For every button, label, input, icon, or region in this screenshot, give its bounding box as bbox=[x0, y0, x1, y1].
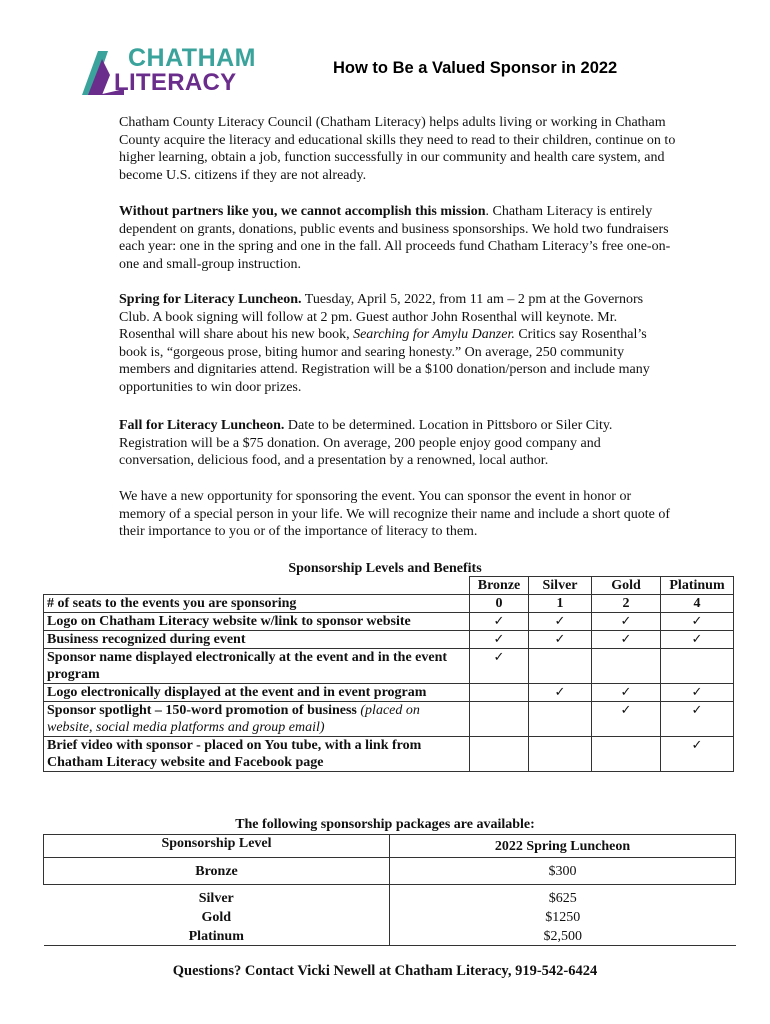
benefit-label: Sponsor name displayed electronically at the event and in the event program bbox=[44, 649, 470, 684]
table-row bbox=[44, 595, 734, 613]
levels-header-row bbox=[44, 577, 734, 595]
col-bronze: Bronze bbox=[470, 577, 529, 595]
empty-cell bbox=[470, 737, 529, 772]
empty-cell bbox=[529, 737, 592, 772]
cell-gold: 2 bbox=[592, 595, 661, 613]
benefit-label: Logo on Chatham Literacy website w/link to sponsor website bbox=[44, 613, 470, 631]
packages-heading: The following sponsorship packages are available: bbox=[235, 817, 535, 832]
packages-header-row bbox=[44, 835, 736, 858]
package-level: Platinum bbox=[44, 926, 390, 946]
col-gold: Gold bbox=[592, 577, 661, 595]
check-icon: ✓ bbox=[661, 702, 734, 737]
chatham-literacy-logo bbox=[80, 45, 270, 97]
package-price: $1250 bbox=[390, 907, 736, 926]
empty-cell bbox=[592, 737, 661, 772]
check-icon: ✓ bbox=[529, 631, 592, 649]
partners-emphasis: Without partners like you, we cannot accomplish this mission bbox=[119, 204, 486, 219]
cell-platinum: 4 bbox=[661, 595, 734, 613]
check-icon: ✓ bbox=[470, 649, 529, 684]
check-icon: ✓ bbox=[592, 613, 661, 631]
fall-luncheon-text: Date to be determined. Location in Pittsboro or Siler City. Registration will be a $75 donation. On average, 200 people enjoy good company and conversation, delicious food, and a presentation by a renowned, local author. bbox=[119, 418, 613, 469]
partners-paragraph bbox=[119, 203, 679, 273]
col-platinum: Platinum bbox=[661, 577, 734, 595]
logo-text-chatham: CHATHAM bbox=[128, 44, 257, 72]
empty-cell bbox=[592, 649, 661, 684]
check-icon: ✓ bbox=[661, 613, 734, 631]
benefit-label bbox=[44, 702, 470, 737]
benefit-label: Brief video with sponsor - placed on You tube, with a link from Chatham Literacy website and Facebook page bbox=[44, 737, 470, 772]
cell-silver: 1 bbox=[529, 595, 592, 613]
empty-cell bbox=[470, 684, 529, 702]
fall-luncheon-heading: Fall for Literacy Luncheon. bbox=[119, 418, 285, 433]
page-title: How to Be a Valued Sponsor in 2022 bbox=[333, 59, 618, 77]
package-price: $625 bbox=[390, 885, 736, 908]
check-icon: ✓ bbox=[661, 737, 734, 772]
spring-luncheon-text-b: Critics say Rosenthal’s book is, “gorgeous prose, biting humor and searing honesty.” On average, 250 community members and dignitaries attend. Registration will be a $100 donation/person and include many opportunities to win door prizes. bbox=[119, 327, 650, 395]
package-price: $2,500 bbox=[390, 926, 736, 946]
table-row bbox=[44, 649, 734, 684]
empty-cell bbox=[661, 649, 734, 684]
check-icon: ✓ bbox=[529, 684, 592, 702]
package-level: Gold bbox=[201, 910, 232, 925]
contact-line: Questions? Contact Vicki Newell at Chatham Literacy, 919-542-6424 bbox=[172, 963, 598, 979]
col-spring-luncheon: 2022 Spring Luncheon bbox=[390, 835, 736, 858]
check-icon: ✓ bbox=[592, 684, 661, 702]
intro-paragraph: Chatham County Literacy Council (Chatham Literacy) helps adults living or working in Chatham County acquire the literacy and educational skills they need to read to their children, continue on to higher learning, obtain a job, function successfully in our community and health care system, and become U.S. citizens if they are not already. bbox=[119, 115, 676, 183]
package-level: Bronze bbox=[44, 858, 390, 885]
cell-bronze: 0 bbox=[470, 595, 529, 613]
new-opportunity-paragraph: We have a new opportunity for sponsoring the event. You can sponsor the event in honor or memory of a special person in your life. We will recognize their name and include a short quote of their importance to you or of the importance of literacy to them. bbox=[119, 489, 671, 540]
spring-luncheon-heading: Spring for Literacy Luncheon. bbox=[119, 292, 302, 307]
table-row bbox=[44, 702, 734, 737]
check-icon: ✓ bbox=[470, 613, 529, 631]
package-level: Silver bbox=[198, 891, 234, 906]
col-sponsorship-level: Sponsorship Level bbox=[44, 835, 390, 858]
spring-luncheon-text-a: Tuesday, April 5, 2022, from 11 am – 2 pm at the Governors Club. A book signing will follow at 2 pm. Guest author John Rosenthal will keynote. Mr. Rosenthal will share about his new book, bbox=[119, 292, 644, 343]
partners-text: . Chatham Literacy is entirely dependent on grants, donations, public events and business sponsorships. We hold two fundraisers each year: one in the spring and one in the fall. All proceeds fund Chatham Literacy’s free one-on-one and small-group instruction. bbox=[119, 204, 671, 272]
package-price: $300 bbox=[390, 858, 736, 885]
check-icon: ✓ bbox=[592, 631, 661, 649]
benefit-label: Logo electronically displayed at the event and in event program bbox=[44, 684, 470, 702]
table-row bbox=[44, 684, 734, 702]
check-icon: ✓ bbox=[661, 684, 734, 702]
table-row bbox=[44, 613, 734, 631]
empty-cell bbox=[529, 702, 592, 737]
spring-luncheon-paragraph bbox=[119, 291, 671, 397]
book-title: Searching for Amylu Danzer. bbox=[353, 327, 515, 343]
table-row bbox=[44, 631, 734, 649]
table-row bbox=[44, 926, 736, 946]
benefit-label: # of seats to the events you are sponsoring bbox=[44, 595, 470, 613]
table-row bbox=[44, 858, 736, 885]
check-icon: ✓ bbox=[592, 702, 661, 737]
benefit-label: Business recognized during event bbox=[44, 631, 470, 649]
benefit-label-text: Sponsor spotlight – 150-word promotion of business bbox=[47, 703, 361, 718]
empty-cell bbox=[470, 702, 529, 737]
sponsorship-levels-table bbox=[43, 576, 734, 772]
table-row bbox=[44, 907, 736, 926]
fall-luncheon-paragraph bbox=[119, 417, 679, 470]
levels-table-heading: Sponsorship Levels and Benefits bbox=[288, 561, 482, 576]
col-silver: Silver bbox=[529, 577, 592, 595]
logo-text-literacy: LITERACY bbox=[114, 69, 237, 96]
table-row bbox=[44, 885, 736, 908]
empty-cell bbox=[529, 649, 592, 684]
packages-table bbox=[43, 834, 736, 946]
check-icon: ✓ bbox=[661, 631, 734, 649]
levels-corner-cell bbox=[44, 577, 470, 595]
benefit-label-note: (placed on website, social media platforms and group email) bbox=[47, 703, 420, 735]
check-icon: ✓ bbox=[529, 613, 592, 631]
check-icon: ✓ bbox=[470, 631, 529, 649]
table-row bbox=[44, 737, 734, 772]
